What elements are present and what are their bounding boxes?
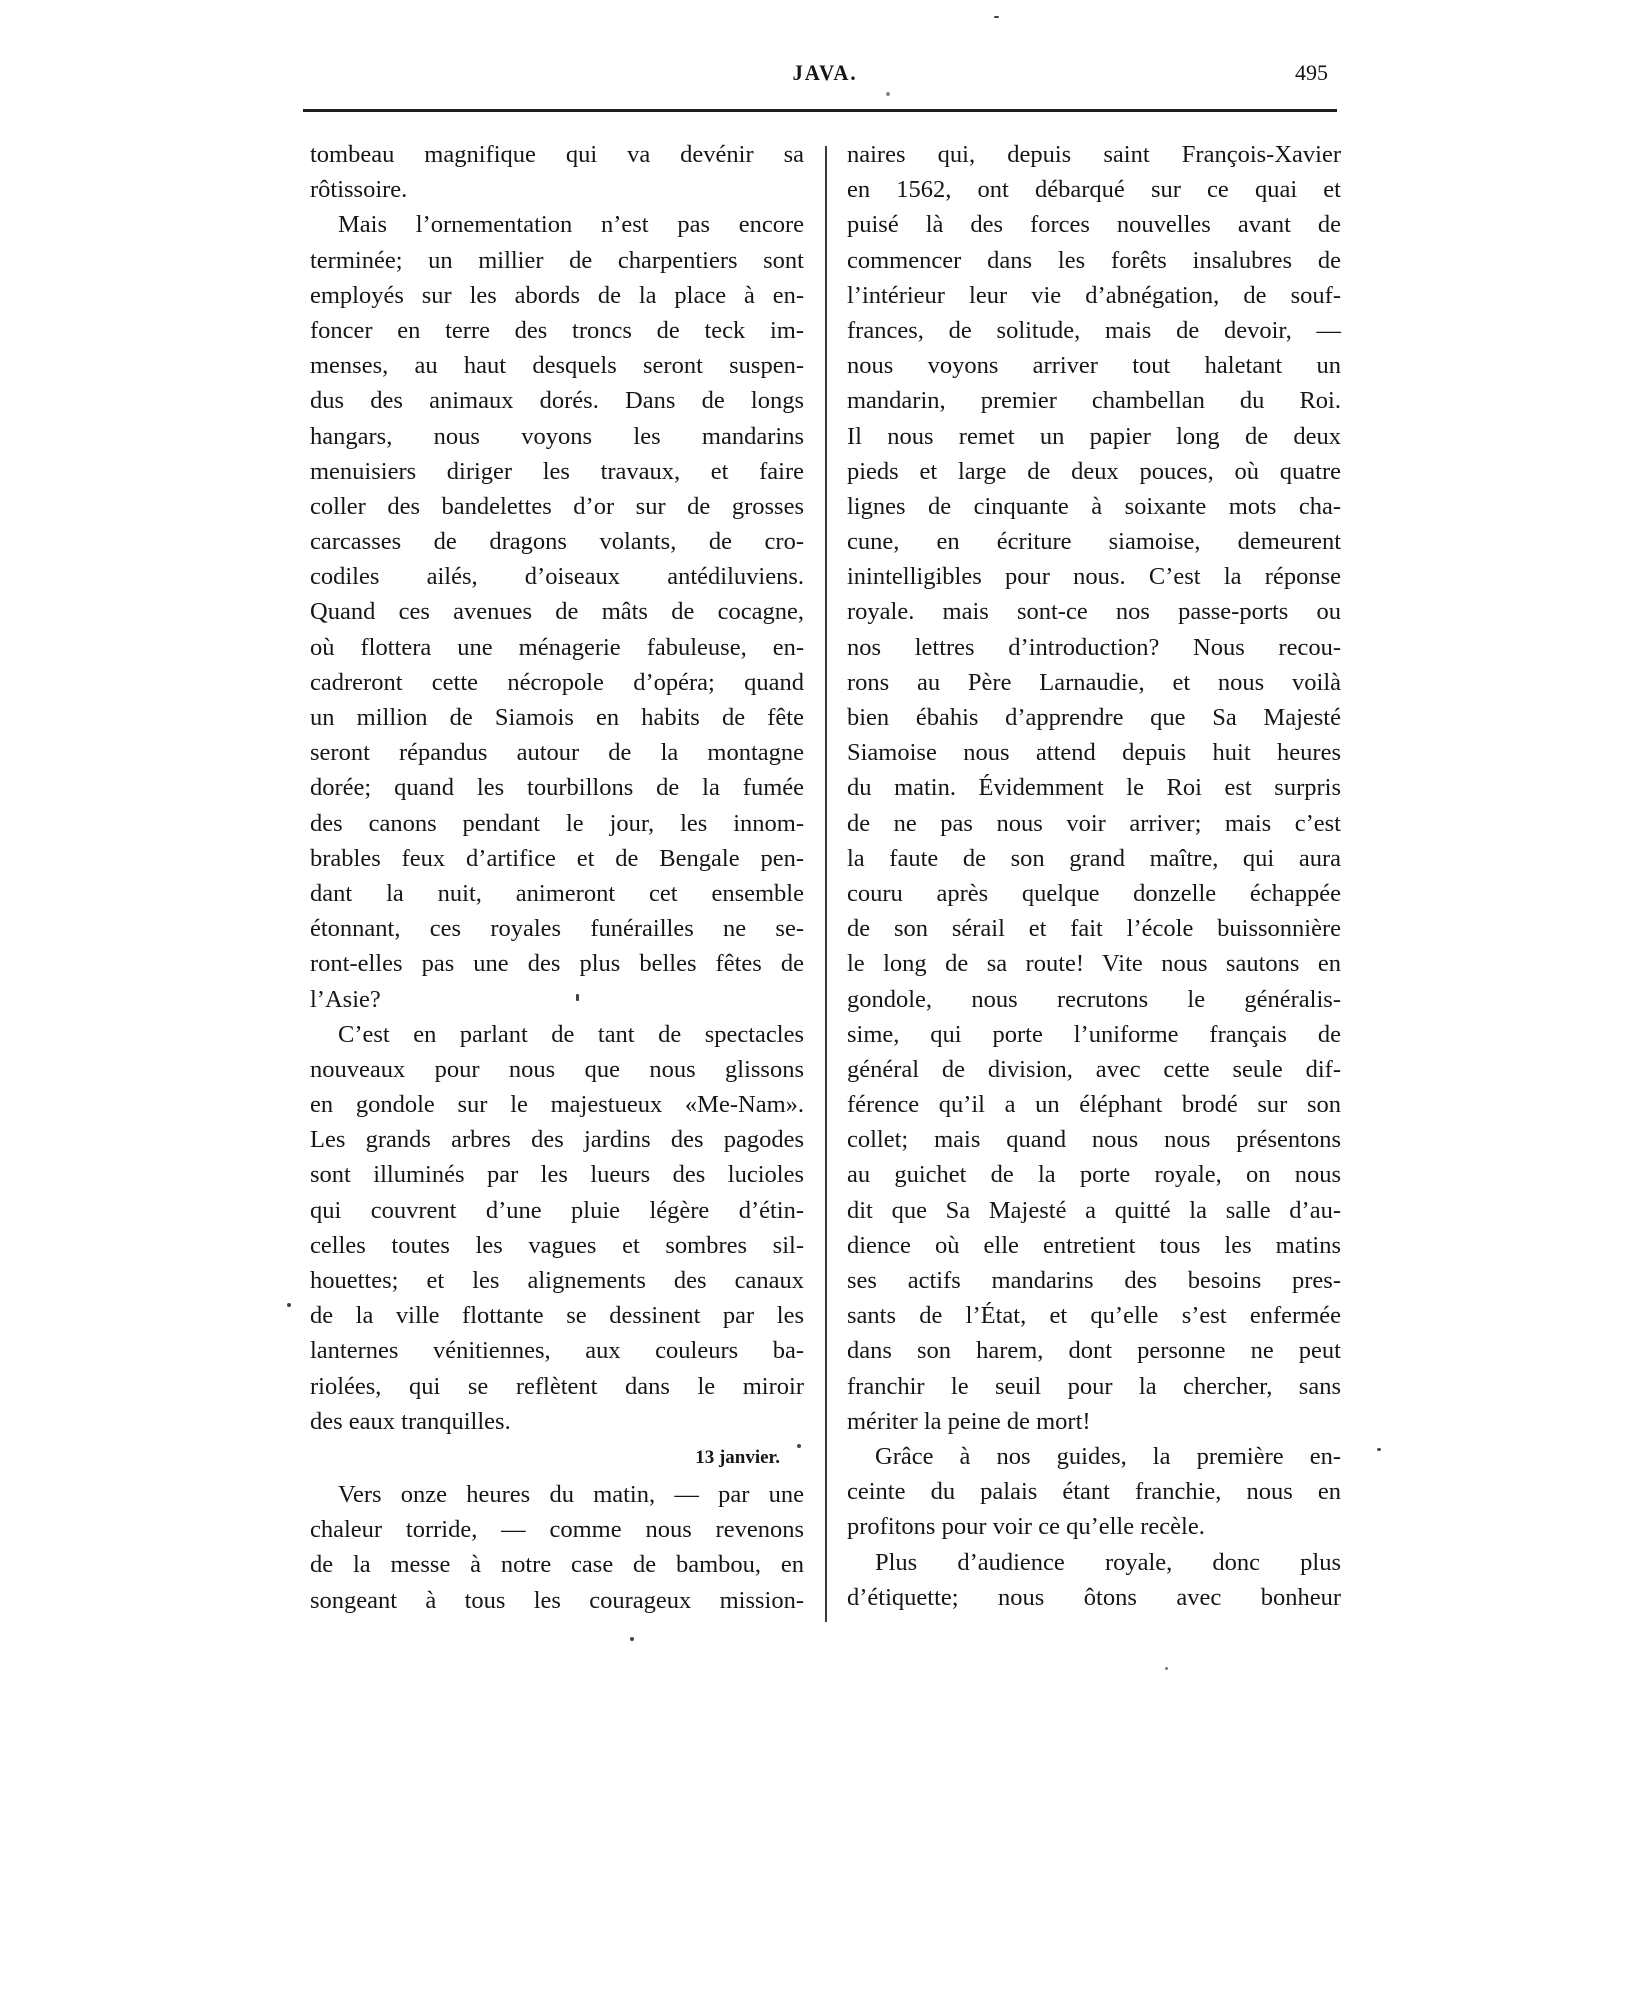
text-line: employés sur les abords de la place à en- xyxy=(310,281,804,309)
text-line: nos lettres d’introduction? Nous recou- xyxy=(847,633,1341,661)
text-line: Il nous remet un papier long de deux xyxy=(847,422,1341,450)
text-line: seront répandus autour de la montagne xyxy=(310,739,804,767)
text-line: coller des bandelettes d’or sur de grosses xyxy=(310,492,804,520)
text-line: nous voyons arriver tout haletant un xyxy=(847,352,1341,380)
text-line: rôtissoire. xyxy=(310,176,408,204)
text-line: ses actifs mandarins des besoins pres- xyxy=(847,1267,1341,1294)
text-line: l’Asie? xyxy=(310,985,381,1013)
running-title: JAVA. xyxy=(792,60,858,85)
text-line: Vers onze heures du matin, — par une xyxy=(338,1480,804,1508)
text-line: naires qui, depuis saint François-Xavier xyxy=(847,141,1341,168)
text-line: étonnant, ces royales funérailles ne se- xyxy=(310,915,804,943)
text-line: de ne pas nous voir arriver; mais c’est xyxy=(847,809,1341,837)
text-line: de la messe à notre case de bambou, en xyxy=(310,1551,804,1579)
dateline: 13 janvier. xyxy=(695,1446,780,1468)
text-line: mandarin, premier chambellan du Roi. xyxy=(847,387,1341,415)
text-line: houettes; et les alignements des canaux xyxy=(310,1267,804,1294)
scan-speck xyxy=(797,1444,801,1448)
text-line: royale. mais sont-ce nos passe-ports ou xyxy=(847,598,1341,626)
text-line: inintelligibles pour nous. C’est la réponse xyxy=(847,563,1341,591)
text-line: Les grands arbres des jardins des pagodes xyxy=(310,1126,804,1154)
text-line: carcasses de dragons volants, de cro- xyxy=(310,528,804,556)
text-line: gondole, nous recrutons le généralis- xyxy=(847,985,1341,1013)
header-rule xyxy=(303,109,1337,112)
text-line: nouveaux pour nous que nous glissons xyxy=(310,1055,804,1083)
text-line: au guichet de la porte royale, on nous xyxy=(847,1161,1341,1189)
text-line: mériter la peine de mort! xyxy=(847,1407,1091,1435)
text-line: cadreront cette nécropole d’opéra; quand xyxy=(310,668,804,696)
text-line: rons au Père Larnaudie, et nous voilà xyxy=(847,668,1341,696)
text-line: Quand ces avenues de mâts de cocagne, xyxy=(310,598,804,626)
scan-speck xyxy=(630,1637,634,1641)
text-line: commencer dans les forêts insalubres de xyxy=(847,246,1341,274)
text-line: hangars, nous voyons les mandarins xyxy=(310,422,804,450)
text-line: songeant à tous les courageux mission- xyxy=(310,1586,804,1614)
left-column xyxy=(310,137,804,1618)
text-line: des canons pendant le jour, les innom- xyxy=(310,809,804,837)
text-line: brables feux d’artifice et de Bengale pen- xyxy=(310,844,804,872)
text-line: férence qu’il a un éléphant brodé sur son xyxy=(847,1091,1341,1119)
text-line: de son sérail et fait l’école buissonnière xyxy=(847,915,1341,943)
text-line: puisé là des forces nouvelles avant de xyxy=(847,211,1341,239)
text-line: Mais l’ornementation n’est pas encore xyxy=(338,211,804,239)
text-line: l’intérieur leur vie d’abnégation, de souf- xyxy=(847,281,1341,309)
text-line: d’étiquette; nous ôtons avec bonheur xyxy=(847,1583,1341,1611)
text-line: Plus d’audience royale, donc plus xyxy=(875,1548,1341,1576)
text-line: menuisiers diriger les travaux, et faire xyxy=(310,457,804,485)
text-line: Siamoise nous attend depuis huit heures xyxy=(847,739,1341,767)
text-line: dant la nuit, animeront cet ensemble xyxy=(310,879,804,907)
text-line: Grâce à nos guides, la première en- xyxy=(875,1442,1341,1470)
text-line: lanternes vénitiennes, aux couleurs ba- xyxy=(310,1337,804,1365)
text-line: chaleur torride, — comme nous revenons xyxy=(310,1516,804,1544)
text-line: dus des animaux dorés. Dans de longs xyxy=(310,387,804,415)
text-line: sants de l’État, et qu’elle s’est enfermée xyxy=(847,1302,1341,1330)
text-line: codiles ailés, d’oiseaux antédiluviens. xyxy=(310,563,804,591)
text-line: foncer en terre des troncs de teck im- xyxy=(310,316,804,344)
text-line: frances, de solitude, mais de devoir, — xyxy=(847,316,1341,344)
text-line: un million de Siamois en habits de fête xyxy=(310,704,804,731)
text-line: profitons pour voir ce qu’elle recèle. xyxy=(847,1513,1205,1541)
page-number: 495 xyxy=(1295,60,1328,85)
text-line: menses, au haut desquels seront suspen- xyxy=(310,352,804,380)
text-line: de la ville flottante se dessinent par les xyxy=(310,1302,804,1330)
text-line: terminée; un millier de charpentiers sont xyxy=(310,246,804,274)
text-line: dans son harem, dont personne ne peut xyxy=(847,1337,1341,1365)
text-line: lignes de cinquante à soixante mots cha- xyxy=(847,492,1341,520)
text-line: sont illuminés par les lueurs des lucioles xyxy=(310,1161,804,1189)
text-line: général de division, avec cette seule dif- xyxy=(847,1055,1341,1083)
scan-speck xyxy=(994,16,999,18)
text-line: en 1562, ont débarqué sur ce quai et xyxy=(847,176,1341,204)
text-line: tombeau magnifique qui va devénir sa xyxy=(310,141,804,168)
text-line: franchir le seuil pour la chercher, sans xyxy=(847,1372,1341,1400)
scan-speck xyxy=(576,994,579,1001)
text-line: cune, en écriture siamoise, demeurent xyxy=(847,528,1341,556)
text-line: riolées, qui se reflètent dans le miroir xyxy=(310,1372,804,1400)
text-line: C’est en parlant de tant de spectacles xyxy=(338,1020,804,1048)
text-line: collet; mais quand nous nous présentons xyxy=(847,1126,1341,1154)
text-line: ceinte du palais étant franchie, nous en xyxy=(847,1478,1341,1506)
text-line: le long de sa route! Vite nous sautons en xyxy=(847,950,1341,978)
column-divider xyxy=(825,146,827,1622)
right-column xyxy=(847,137,1341,1615)
text-line: celles toutes les vagues et sombres sil- xyxy=(310,1231,804,1259)
scan-speck xyxy=(886,92,890,96)
text-line: en gondole sur le majestueux «Me-Nam». xyxy=(310,1091,804,1119)
text-line: sime, qui porte l’uniforme français de xyxy=(847,1020,1341,1048)
scan-speck xyxy=(287,1303,291,1307)
text-line: qui couvrent d’une pluie légère d’étin- xyxy=(310,1196,804,1224)
text-line: où flottera une ménagerie fabuleuse, en- xyxy=(310,633,804,661)
text-line: des eaux tranquilles. xyxy=(310,1407,511,1435)
text-line: dit que Sa Majesté a quitté la salle d’au- xyxy=(847,1196,1341,1224)
running-head xyxy=(310,60,1340,90)
text-line: couru après quelque donzelle échappée xyxy=(847,879,1341,907)
text-line: dience où elle entretient tous les matins xyxy=(847,1231,1341,1259)
text-line: du matin. Évidemment le Roi est surpris xyxy=(847,774,1341,802)
scan-speck xyxy=(1165,1667,1168,1670)
text-line: bien ébahis d’apprendre que Sa Majesté xyxy=(847,704,1341,731)
text-line: la faute de son grand maître, qui aura xyxy=(847,844,1341,872)
text-line: ront-elles pas une des plus belles fêtes de xyxy=(310,950,804,978)
scan-speck xyxy=(1377,1448,1381,1451)
text-line: pieds et large de deux pouces, où quatre xyxy=(847,457,1341,485)
text-line: dorée; quand les tourbillons de la fumée xyxy=(310,774,804,802)
